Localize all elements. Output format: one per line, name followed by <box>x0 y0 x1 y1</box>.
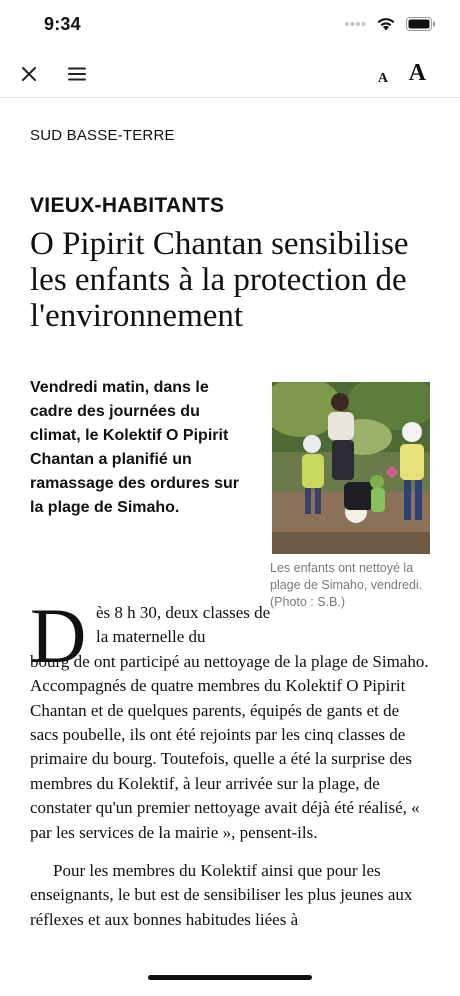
status-icons <box>344 16 436 31</box>
home-indicator[interactable] <box>148 975 312 980</box>
photo-caption: Les enfants ont nettoyé la plage de Simaho, vendredi. (Photo : S.B.) <box>270 561 423 609</box>
close-icon <box>21 66 37 82</box>
paragraph-1: bourg de ont participé au nettoyage de la plage de Simaho. Accompagnés de quatre membres du Kolektif O Pipirit Chantan et de quelques parents, équipés de gants et de sacs poubelle, ils ont été rejoints par les cinq classes de primaire du bourg. Toutefois, quelle a été la surprise des membres du Kolektif, à leur arrivée sur la plage, de constater qu'un premier nettoyage avait déjà été réalisé, « par les services de la mairie », pensent-ils. <box>30 651 429 842</box>
dropcap: D <box>30 592 87 679</box>
battery-icon <box>406 17 436 31</box>
wifi-icon <box>376 16 396 31</box>
article-lead: Vendredi matin, dans le cadre des journées du climat, le Kolektif O Pipirit Chantan a planifié un ramassage des ordures sur la plage de Simaho. <box>30 379 239 516</box>
status-bar <box>0 0 460 50</box>
status-time: 9:34 <box>44 14 81 34</box>
menu-button[interactable] <box>66 62 88 86</box>
decrease-font-button[interactable]: A <box>377 71 388 86</box>
article-body <box>30 592 430 932</box>
lead-block <box>30 376 430 609</box>
photo-illustration <box>272 382 430 554</box>
increase-font-button[interactable]: A <box>408 59 426 86</box>
article-headline: O Pipirit Chantan sensibilise les enfants à la protection de l'environnement <box>30 226 409 334</box>
menu-icon <box>68 67 86 81</box>
article-photo[interactable] <box>272 382 430 554</box>
section-label: SUD BASSE-TERRE <box>30 127 175 144</box>
paragraph-1-start: ès 8 h 30, deux classes de la maternelle du <box>96 603 271 647</box>
signal-icon <box>344 19 366 29</box>
reader-toolbar <box>0 50 460 98</box>
paragraph-2: Pour les membres du Kolektif ainsi que pour les enseignants, le but est de sensibiliser les plus jeunes aux réflexes et aux bonnes habitudes liées à <box>30 861 413 929</box>
location-heading: VIEUX-HABITANTS <box>30 194 225 217</box>
article <box>30 98 430 949</box>
close-button[interactable] <box>18 62 40 86</box>
